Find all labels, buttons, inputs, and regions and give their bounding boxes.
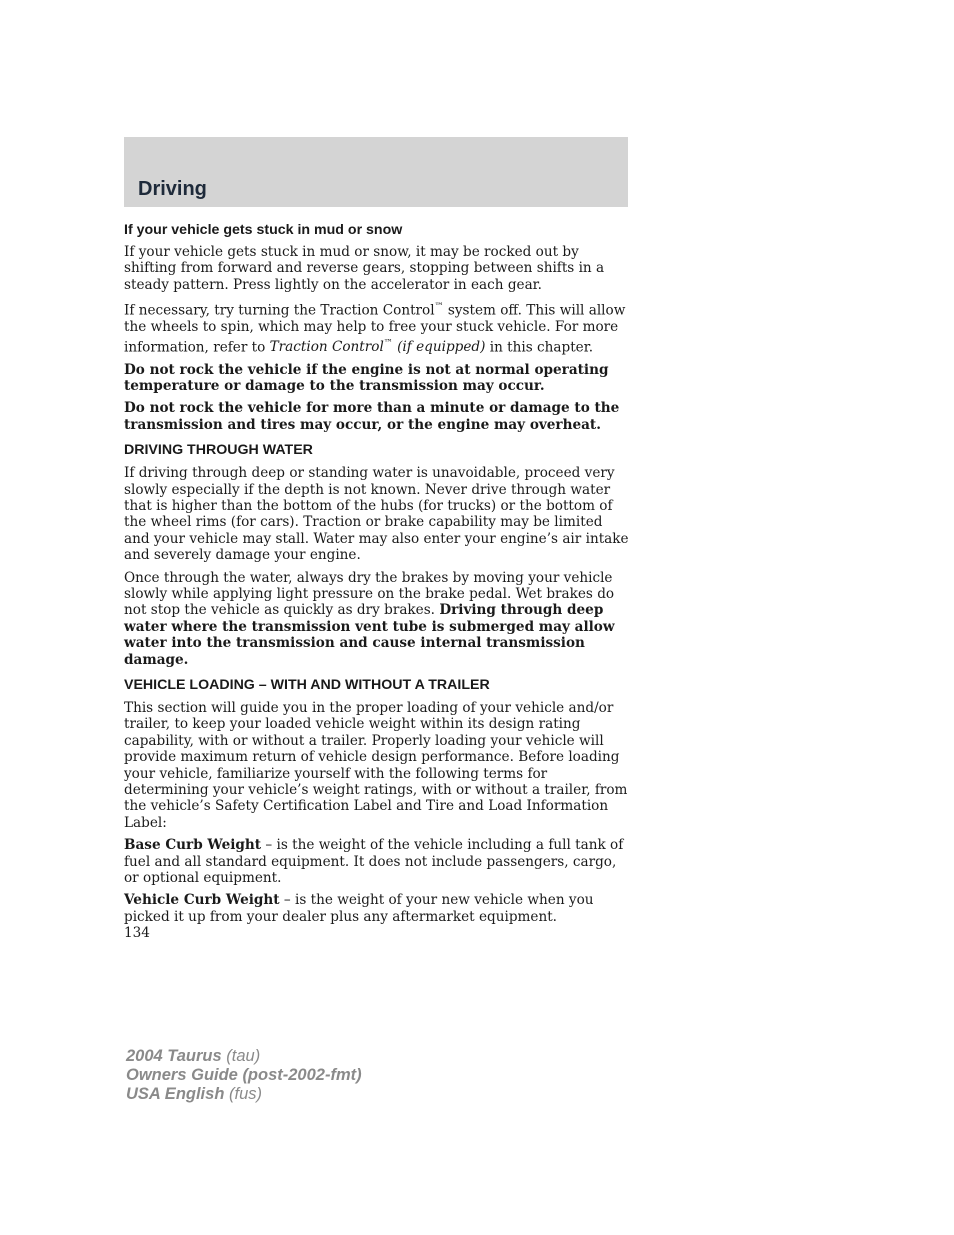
ref-qualifier: (if equipped) [392,339,486,356]
base-curb-weight-text: – is the weight of the vehicle including a full tank of fuel and all standard equipment. It does not include passengers, cargo, or optional equipment. [124,837,624,887]
traction-control-reference [270,339,486,355]
section-header-band [124,137,628,207]
footer-model-code: (tau) [221,1047,261,1065]
footer-guide: Owners Guide (post-2002-fmt) [126,1066,362,1084]
stuck-heading: If your vehicle gets stuck in mud or snow [124,222,403,238]
page-content [124,220,630,931]
document-footer [126,1047,362,1104]
water-p2-text: Once through the water, always dry the brakes by moving your vehicle slowly while applying light pressure on the brake pedal. Wet brakes do not stop the vehicle as quickly as dry brakes. [124,569,615,619]
base-curb-weight-term: Base Curb Weight [124,837,262,854]
vehicle-curb-weight-term: Vehicle Curb Weight [124,892,280,909]
trademark-symbol: ™ [434,302,444,313]
warning-rock-temperature: Do not rock the vehicle if the engine is not at normal operating temperature or damage to the transmission may occur. [124,361,609,394]
water-p2-warning: Driving through deep water where the transmission vent tube is submerged may allow water into the transmission and cause internal transmission damage. [124,602,615,668]
stuck-p2-text-c: in this chapter. [485,339,594,356]
section-title: Driving [138,178,207,200]
footer-line-model [126,1047,362,1066]
trademark-symbol-ref: ™ [383,338,393,349]
loading-paragraph-1: This section will guide you in the proper loading of your vehicle and/or trailer, to keep your loaded vehicle weight within its design rating capability, with or without a trailer. Properly loading your vehicle will provide maximum return of vehicle design performance. Before loading your vehicle, familiarize yourself with the following terms for determining your vehicle’s weight ratings, with or without a trailer, from the vehicle’s Safety Certification Label and Tire and Load Information Label: [124,700,628,831]
base-curb-weight-definition [124,837,630,886]
footer-language: USA English [126,1085,225,1103]
footer-line-language [126,1085,362,1104]
footer-model: 2004 Taurus [126,1047,222,1065]
stuck-p2-text-a: If necessary, try turning the Traction Control [124,302,435,319]
water-paragraph-1: If driving through deep or standing water is unavoidable, proceed very slowly especially if the depth is not known. Never drive through water that is higher than the bottom of the hubs (for trucks) or the bottom of the wheel rims (for cars). Traction or brake capability may be limited and your vehicle may stall. Water may also enter your engine’s air intake and severely damage your engine. [124,465,629,564]
footer-line-guide [126,1066,362,1085]
page-number: 134 [124,925,150,941]
vehicle-curb-weight-text: – is the weight of your new vehicle when you picked it up from your dealer plus any aftermarket equipment. [124,892,594,925]
stuck-p2-text-b: system off. This will allow the wheels to spin, which may help to free your stuck vehicle. For more information, refer to [124,302,626,356]
water-heading: DRIVING THROUGH WATER [124,442,313,459]
footer-language-code: (fus) [224,1085,262,1103]
warning-rock-duration: Do not rock the vehicle for more than a minute or damage to the transmission and tires may occur, or the engine may overheat. [124,400,620,433]
loading-heading: VEHICLE LOADING – WITH AND WITHOUT A TRAILER [124,677,490,693]
stuck-paragraph-1: If your vehicle gets stuck in mud or snow, it may be rocked out by shifting from forward and reverse gears, stopping between shifts in a steady pattern. Press lightly on the accelerator in each gear. [124,244,605,293]
water-paragraph-2 [124,570,630,668]
vehicle-curb-weight-definition [124,892,630,925]
ref-name: Traction Control [269,339,384,356]
stuck-paragraph-2 [124,299,630,355]
